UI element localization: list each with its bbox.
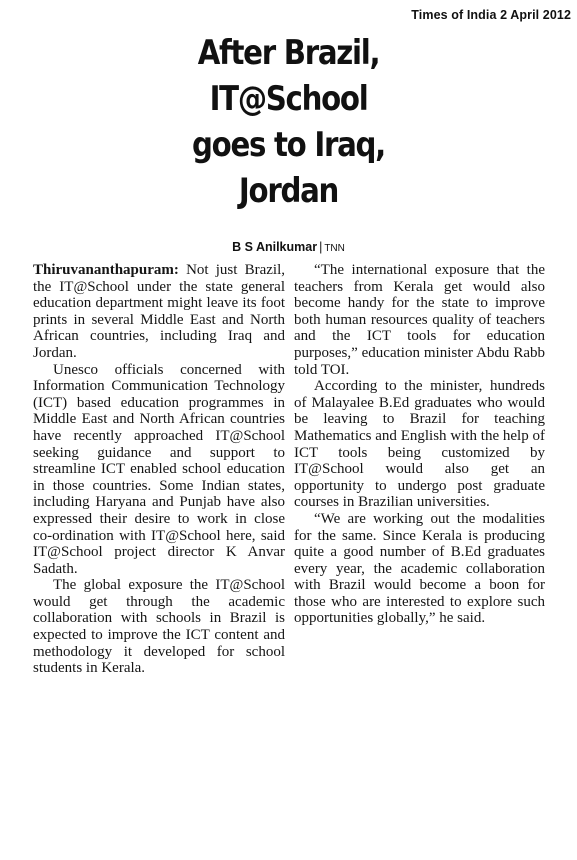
article-paragraph: According to the minister, hundreds of Malayalee B.Ed graduates who would be leaving to Brazil for teaching Mathematics and English with the help of ICT tools being customized by IT@School would also get an opportunity to undergo post graduate courses in Brazilian universities. <box>294 378 545 511</box>
dateline: Thiruvananthapuram: <box>33 262 179 278</box>
headline <box>0 30 577 214</box>
article-column-left <box>33 262 285 677</box>
paragraph-text: Not just Brazil, the IT@School under the state general education department might leave its foot prints in several Middle East and North African countries, including Iraq and Jordan. <box>33 262 285 361</box>
article-paragraph: “The international exposure that the teachers from Kerala get would also become handy for the state to improve both human resources quality of teachers and the ICT tools for education purposes,” education minister Abdu Rabb told TOI. <box>294 262 545 378</box>
byline <box>0 240 577 254</box>
byline-author: B S Anilkumar <box>232 240 318 254</box>
article-paragraph <box>33 262 285 362</box>
headline-line-4: Jordan <box>238 171 339 211</box>
article-paragraph: “We are working out the modalities for the same. Since Kerala is producing quite a good number of B.Ed graduates every year, the academic collaboration with Brazil would become a boon for those who are interested to explore such opportunities globally,” he said. <box>294 510 545 627</box>
headline-line-2: IT@School <box>209 79 368 119</box>
headline-line-1: After Brazil, <box>197 33 380 73</box>
article-column-right <box>294 262 545 627</box>
headline-line-3: goes to Iraq, <box>192 125 385 165</box>
article-paragraph: The global exposure the IT@School would get through the academic collaboration with schools in Brazil is expected to improve the ICT content and methodology it developed for school students in Kerala. <box>33 577 285 677</box>
byline-agency: TNN <box>324 243 345 254</box>
article-paragraph: Unesco officials concerned with Information Communication Technology (ICT) based education programmes in Middle East and North African countries have recently approached IT@School seeking guidance and support to streamline ICT enabled school education in those countries. Some Indian states, including Haryana and Punjab have also expressed their desire to work in close co-ordination with IT@School here, said IT@School project director K Anvar Sadath. <box>33 361 285 577</box>
source-label: Times of India 2 April 2012 <box>411 8 571 22</box>
byline-separator: | <box>319 240 323 254</box>
